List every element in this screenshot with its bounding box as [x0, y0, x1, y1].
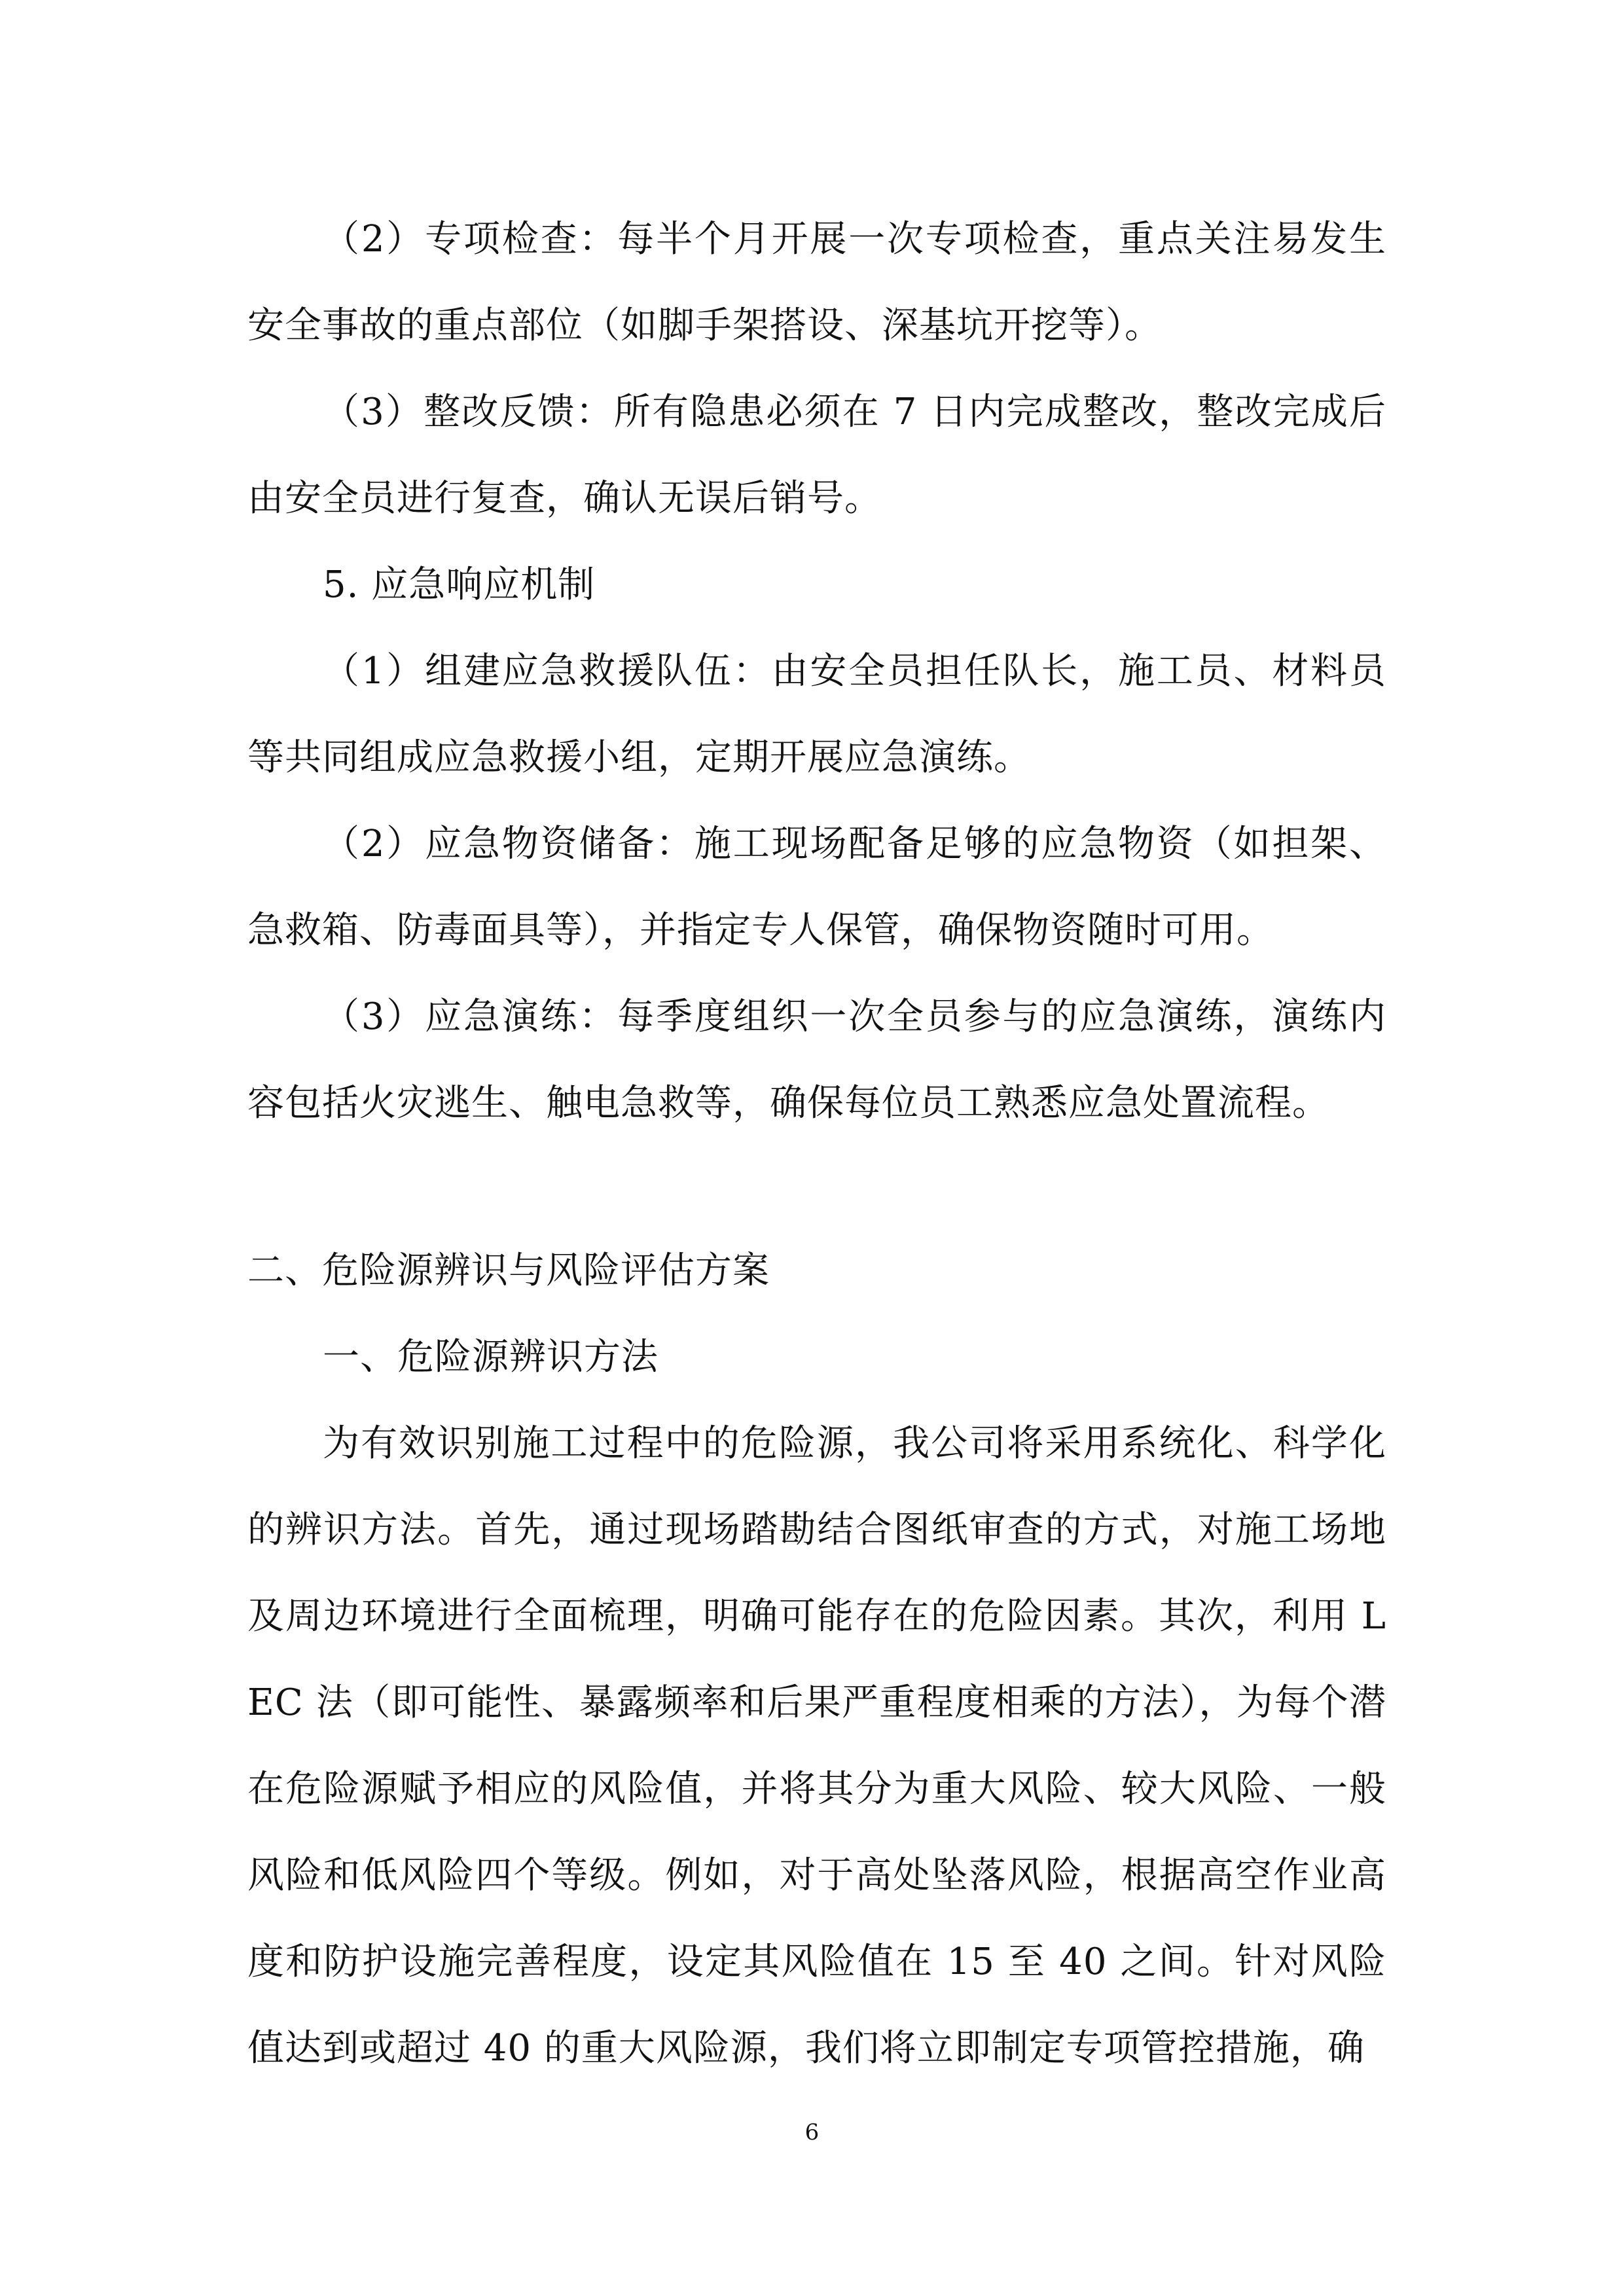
heading-emergency-response: 5. 应急响应机制: [323, 564, 596, 606]
page-number: 6: [804, 2119, 820, 2145]
paragraph-rectification-feedback: （3）整改反馈：所有隐患必须在 7 日内完成整改，整改完成后由安全员进行复查，确认无误后销号。: [247, 391, 1386, 520]
section-spacer: [247, 1147, 1386, 1228]
paragraph-hazard-identification: 为有效识别施工过程中的危险源，我公司将采用系统化、科学化的辨识方法。首先，通过现场踏勘结合图纸审查的方式，对施工场地及周边环境进行全面梳理，明确可能存在的危险因素。其次，利用 LEC 法（即可能性、暴露频率和后果严重程度相乘的方法），为每个潜在危险源赋予相应的风险值，并将其分为重大风险、较大风险、一般风险和低风险四个等级。例如，对于高处坠落风险，根据高空作业高度和防护设施完善程度，设定其风险值在 15 至 40 之间。针对风险值达到或超过 40 的重大风险源，我们将立即制定专项管控措施，确: [247, 1422, 1387, 2070]
paragraph-rescue-team: （1）组建应急救援队伍：由安全员担任队长，施工员、材料员等共同组成应急救援小组，定期开展应急演练。: [247, 650, 1386, 779]
document-body: [247, 196, 1386, 2092]
section-heading: 二、危险源辨识与风险评估方案: [247, 1249, 770, 1292]
paragraph-emergency-supplies: （2）应急物资储备：施工现场配备足够的应急物资（如担架、急救箱、防毒面具等），并指定专人保管，确保物资随时可用。: [247, 823, 1386, 952]
paragraph-special-inspection: （2）专项检查：每半个月开展一次专项检查，重点关注易发生安全事故的重点部位（如脚手架搭设、深基坑开挖等）。: [247, 218, 1386, 347]
subsection-heading: 一、危险源辨识方法: [323, 1336, 659, 1378]
paragraph-emergency-drill: （3）应急演练：每季度组织一次全员参与的应急演练，演练内容包括火灾逃生、触电急救等，确保每位员工熟悉应急处置流程。: [247, 996, 1386, 1124]
